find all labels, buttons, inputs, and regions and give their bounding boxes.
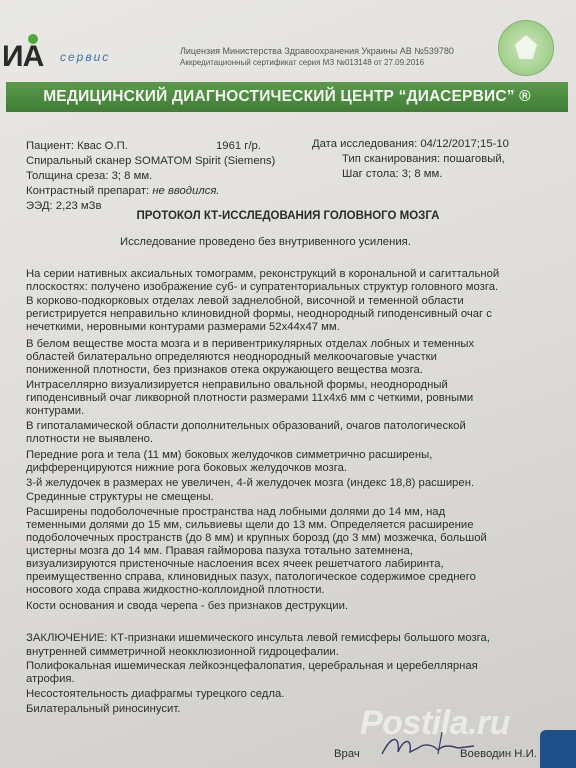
exam-date: Дата исследования: 04/12/2017;15-10 [312,138,509,150]
body-line: плоскостях: получено изображение суб- и супратенториальных структур головного мозга. [26,281,499,293]
body-line: пониженной плотности, без признаков отека окружающего вещества мозга. [26,364,423,376]
body-line: носового хода справа жидкостно-коллоидной плотности. [26,584,325,596]
conclusion-line: Билатеральный риносинусит. [26,703,181,715]
body-line: визуализируются пристеночные наслоения всех ячеек решетчатого лабиринта, [26,558,444,570]
body-line: контурами. [26,405,85,417]
patient-name: Пациент: Квас О.П. [26,140,128,152]
diaservis-logo [2,34,132,74]
body-line: плотности не выявлено. [26,433,154,445]
doctor-name: Воеводин Н.И. [460,748,537,760]
conclusion-line: атрофия. [26,673,75,685]
body-line: дифференцируются нижние рога боковых желудочков мозга. [26,462,348,474]
corner-badge [540,730,576,768]
contrast-value: не вводился. [152,185,220,197]
table-step: Шаг стола: 3; 8 мм. [342,168,443,180]
scan-type: Тип сканирования: пошаговый, [342,153,505,165]
scanner-info: Спиральный сканер SOMATOM Spirit (Siemens) [26,155,276,167]
doctor-prefix: Врач [334,748,360,760]
body-line: гиподенсивный очаг ликворной плотности размерами 11х4х6 мм с четкими, ровными [26,392,474,404]
body-line: теменными долями до 15 мм, сильвиевы щели до 13 мм. Определяется расширение [26,519,474,531]
dose-info: ЭЭД: 2,23 мЗв [26,200,102,212]
body-line: Срединные структуры не смещены. [26,491,214,503]
body-line: областей билатерально определяются неоднородный мелкоочаговые участки [26,351,437,363]
contrast-info [26,185,220,198]
body-line: регистрируется неправильно клиновидной формы, неоднородный гиподенсивный очаг с [26,308,492,320]
logo-text: ИА [2,40,44,73]
conclusion-line: внутренней симметричной неокклюзионной гидроцефалии. [26,646,339,658]
body-line: Расширены подоболочечные пространства над лобными долями до 14 мм, над [26,506,446,518]
body-line: В гипоталамической области дополнительных образований, очагов патологической [26,420,466,432]
license-line-1: Лицензия Министерства Здравоохранения Украины АВ №539780 [180,46,454,56]
postila-watermark: Postila.ru [360,704,510,742]
logo-subtext: сервис [60,50,111,64]
body-line: Передние рога и тела (11 мм) боковых желудочков симметрично расширены, [26,449,433,461]
conclusion-line: Несостоятельность диафрагмы турецкого седла. [26,688,285,700]
protocol-title: ПРОТОКОЛ КТ-ИССЛЕДОВАНИЯ ГОЛОВНОГО МОЗГА [136,210,440,222]
center-banner: МЕДИЦИНСКИЙ ДИАГНОСТИЧЕСКИЙ ЦЕНТР “ДИАСЕРВИС” ® [6,82,568,112]
protocol-subtitle: Исследование проведено без внутривенного усиления. [120,236,411,248]
body-line: подоболочечных пространств (до 8 мм) и крупных борозд (до 3 мм) мозжечка, большой [26,532,487,544]
license-line-2: Аккредитационный сертификат серия МЗ №013148 от 27.09.2016 [180,58,425,67]
slice-thickness: Толщина среза: 3; 8 мм. [26,170,153,182]
body-line: В белом веществе моста мозга и в перивентрикулярных отделах лобных и теменных [26,338,475,350]
body-line: Кости основания и свода черепа - без признаков деструкции. [26,600,349,612]
body-line: На серии нативных аксиальных томограмм, реконструкций в корональной и сагиттальной [26,268,500,280]
conclusion-line: Полифокальная ишемическая лейкоэнцефалопатия, церебральная и церебеллярная [26,660,478,672]
license-info [180,46,454,68]
body-line: 3-й желудочек в размерах не увеличен, 4-й желудочек мозга (индекс 18,8) расширен. [26,477,475,489]
body-line: преимущественно справа, клиновидных пазух, патологическое содержимое среднего [26,571,476,583]
body-line: цистерны мозга до 14 мм. Правая гайморова пазуха тотально затемнена, [26,545,413,557]
body-line: Интраселлярно визуализируется неправильно овальной формы, неоднородный [26,379,448,391]
body-line: нечеткими, неровными контурами размерами 52х44х47 мм. [26,321,340,333]
patient-birth: 1961 г/р. [216,140,261,152]
conclusion-line: ЗАКЛЮЧЕНИЕ: КТ-признаки ишемического инсульта левой гемисферы большого мозга, [26,632,490,644]
eco-seal-icon [498,20,554,76]
body-line: В корково-подкорковых отделах левой заднелобной, височной и теменной области [26,295,464,307]
contrast-label: Контрастный препарат: [26,185,153,197]
